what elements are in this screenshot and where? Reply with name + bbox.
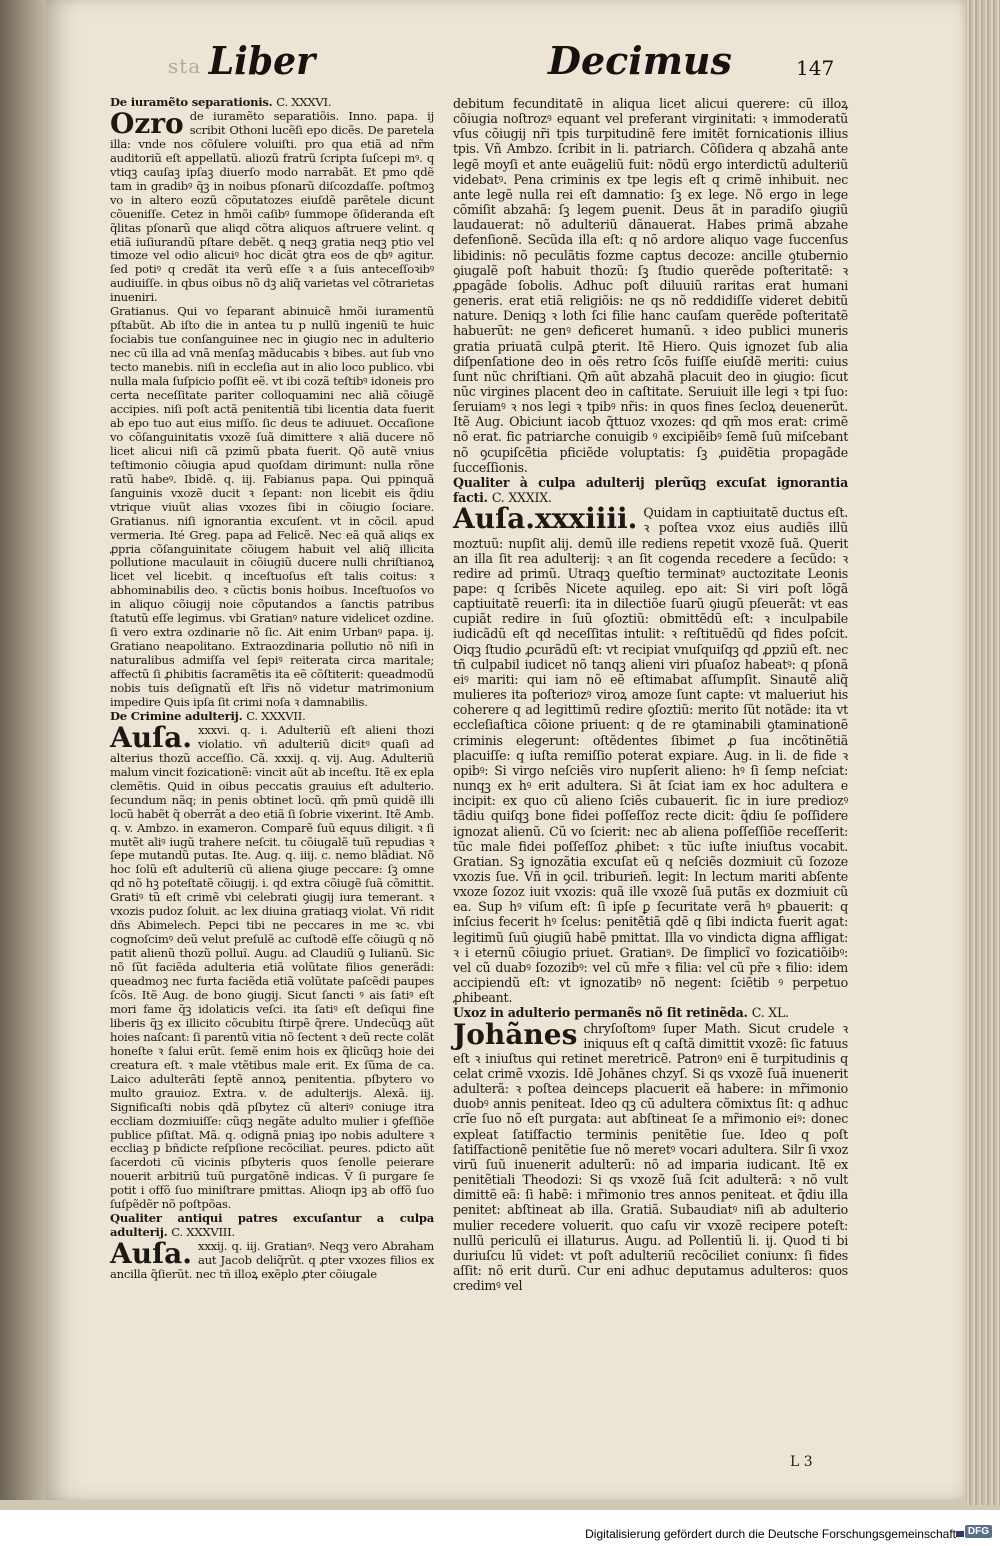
decorated-initial: Johãnes: [453, 1017, 578, 1051]
section-heading-number: C. XXXVIII.: [171, 1225, 235, 1240]
text-column-right: [453, 96, 848, 1293]
section-heading-title: Qualiter antiqui patres excuſantur a culpa adulterij.: [110, 1211, 434, 1240]
signature-mark: L 3: [790, 1454, 813, 1470]
section-heading-title: De iuramẽto separationis.: [110, 95, 273, 109]
section-heading-title: Uxoz in adulterio permanẽs nõ ſit retinẽda.: [453, 1005, 748, 1021]
text-paragraph: [453, 502, 848, 1006]
text-paragraph: [453, 96, 848, 475]
section-heading: [453, 1005, 848, 1020]
section-heading-title: De Crimine adulterij.: [110, 708, 243, 723]
paragraph-text: chryſoſtomꝰ ſuper Math. Sicut crudele ꝛ iniquus eſt q caſtã dimittit vxozẽ: ſic fatuus eſt ꝛ iniuſtus qui retinet meretricẽ. Patronꝰ eni ẽ turpitudinis q celat crimẽ vxozis. Idẽ Johãnes chzyſ. Si qs vxozẽ ſuã inuenerit adulterã: ꝛ poſtea deinceps placuerit eã habere: in mr̃imonio duobꝰ annis peniteat. Ideo qꝫ cũ adultera cõmixtus ſit: q adhuc crĩe ſuo nõ eſt purgata: aut abſtineat ſe a mr̃imonio eiꝰ: donec expleat ſatiſfactio terminis penitẽtie ſue. Ideo q poſt ſatiſfactionẽ penitẽtie ſue nõ meretꝰ vocari adultera. Silr ſi vxoz virũ ſuũ inuenerit adulterũ: nõ ad imparia iudicant. Itẽ ex penitẽtiali Theodozi: Si qs vxozẽ ſuã ſcit adulterã: ꝛ nõ vult dimittẽ eã: ſi habẽ: i mr̃imonio tres annos peniteat. et q̃diu illa penitet: abſtineat ab illa. Gratiã. Subaudiatꝰ niſi ab adulterio mulier recedere voluerit. quo caſu vir vxozẽ recipere poteſt: nullũ periculũ ei illaturus. Augu. ad Pollentiũ li. ij. Quod ti bi duriuſcu lũ videt: vt poſt adulteriũ recõciliet coniunx: ſi fides aſſit: nõ erit durũ. Cur eni adhuc deputamus adulteros: quos credimꝰ vel: [453, 1020, 848, 1294]
paragraph-text: de iuramẽto separatiõis. Inno. papa. ij scribit Othoni lucẽſi epo dicẽs. De paretela illa: vnde nos cõſulere voluiſti. pro qua etiã ad nr̃m auditoriũ eſt appellatũ. aliozũ fratrũ ſcripta ſuſcepi mꝰ. q vtiqꝫ cauſaꝫ ipſaꝫ diuerſo modo narrabãt. Et pmo qdẽ tam in gradibꝰ q̃ꝫ in noibus pſonarũ diſcozdaſſe. poſtmoꝫ vo in altero eozũ cõputatozes eiuſdẽ parẽtele dicunt cõueniſſe. Cetez in hmõi caſibꝰ ſummope õſideranda eſt q̃litas pſonarũ que aliqd cõtra aliquos aſtruere velint. q etiã iuſiurandũ pſtare debẽt. ꝗ neqꝫ gratia neqꝫ ptio vel timoze vel odio alicuiꝰ hoc dicãt ꝯtra eos de qbꝰ agitur. ſed potiꝰ q credãt ita verũ eſſe ꝛ a ſuis anteceſſoꝛibꝰ audiuiſſe. in qbus oibus nõ dꝫ aliq̃ varietas vel cõtrarietas inueniri.: [110, 108, 434, 305]
page-number: 147: [796, 56, 835, 80]
footer-separator-icon: [956, 1531, 964, 1537]
running-head-left: Liber: [208, 38, 316, 83]
text-paragraph: [110, 106, 434, 305]
paragraph-text: Quidam in captiuitatẽ ductus eſt. ꝛ poſtea vxoz eius audiẽs illũ moztuũ: nupſit alij. demũ ille rediens repetit vxozẽ ſuã. Querit an illa ſit rea adulterij: ꝛ an ſit cogenda recedere a ſecũdo: ꝛ redire ad primũ. Utraqꝫ queſtio terminatꝰ auctozitate Leonis pape: q ſcribẽs Nicete aquileg. epo ait: Si viri poſt lõgã captiuitatẽ reuerſi: ita in dilectiõe ſuarũ ꝯiugũ pſeuerãt: vt eas cupiãt redire in ſuũ ꝯſoztiũ: obmittẽdũ eſt: ꝛ inculpabile iudicãdũ eſt qd neceſſitas intulit: ꝛ reſtituẽdũ qd fides poſcit. Oiqꝫ ſtudio ꝓcurãdũ eſt: vt recipiat vnuſquiſqꝫ qd ꝓpziũ eſt. nec tñ culpabil iudicet nõ tanqꝫ alieni viri pſuaſoz habeatꝰ: q pſonã eiꝰ mariti: qui iam nõ eẽ eſtimabat aſſumpſit. Sinautẽ aliq̃ mulieres ita poſteriozꝰ viroꝝ amoze ſunt capte: vt malueriut his coherere q ad legittimũ redire ꝯſoztiũ: merito ſũt notãde: ita vt eccleſiaſtica cõione priuent: q de re ꝯtaminabili ꝯtaminationẽ criminis elegerunt: oſtẽdentes ſibimet ꝓ ſua incõtinẽtiã placuiſſe: q iuſta remiſſio poterat expiare. Aug. in li. de fide ꝛ opibꝰ: Si virgo neſciẽs viro nupſerit alieno: hꝰ ſi ſemp neſciat: nunqꝫ ex hꝰ erit adultera. Si ãt ſciat iam ex hoc adultera e incipit: ex quo cũ alieno ſciẽs cubauerit. ſic in iure prediozꝰ tãdiu quiſqꝫ bone fidei poſſeſſoz recte dicit: q̃diu ſe poſſidere ignozat alienũ. Cũ vo ſcierit: nec ab aliena poſſeſſiõe receſſerit: tũc male fidei poſſeſſoz ꝓhibet: ꝛ tũc iuſte iniuſtus vocabit. Gratian. Sꝫ ignozãtia excuſat eũ q neſciẽs dozmiuit cũ ſozoze vxozis ſue. Vñ in ꝯcil. triburieñ. legit: In lectum mariti abſente vxoze ſozoz iuit vxozis: quã ille vxozẽ ſuã putãs ex dozmiuit cũ ea. Sup hꝰ viſum eſt: ſi ipſe ꝑ ſecuritate verã hꝰ ꝑbauerit: q inſcius fecerit hꝰ ſcelus: penitẽtiã qdẽ q ſibi indicta fuerit agat: legitimũ ſuũ ꝯiugiũ habẽ pmittat. Illa vo vindicta digna affligat: ꝛ i eternũ cõiugio priuet. Gratianꝰ. De ſimplicĩ vo fozicatiõibꝰ: vel cũ duabꝰ ſozozibꝰ: vel cũ mr̃e ꝛ filia: vel cũ pr̃e ꝛ filio: idem accipiendũ eſt: vt ignozatibꝰ nõ negent: ſciẽtib ꝰ perpetuo ꝓhibeant.: [453, 505, 848, 1006]
paragraph-text: xxxij. q. iij. Gratianꝰ. Neqꝫ vero Abraham aut Jacob deliq̃rũt. q ꝓter vxozes filios ex ancilla q̃ſierũt. nec tñ illoꝝ exẽplo ꝓter cõiugale: [110, 1239, 434, 1282]
section-heading: [110, 710, 434, 724]
section-heading-number: C. XXXVI.: [276, 95, 332, 109]
running-head-right: Decimus: [548, 38, 732, 83]
dfg-logo: DFG: [965, 1525, 992, 1538]
section-heading-number: C. XXXIX.: [491, 490, 552, 506]
section-heading-number: C. XL.: [751, 1005, 789, 1021]
bleed-through-text: sta: [168, 54, 202, 78]
section-heading: [110, 1212, 434, 1240]
section-heading: [453, 475, 848, 505]
text-paragraph: [110, 720, 434, 1212]
paragraph-text: debitum fecunditatẽ in aliqua licet alicui querere: cũ illoꝝ cõiugia noſtrozꝰ equant vel preferant virginitati: ꝛ immoderatũ vſus cõiugij nr̃i tpis turpitudinẽ fere imitẽt fornicationis illius tpis. Vñ Ambzo. ſcribit in li. patriarch. Cõſidera q abzahã ante legẽ moyſi et ante euãgeliũ fuit: nõdũ ergo interdictũ adulteriũ videbatꝰ. Pena criminis ex tpe legis eſt q crimẽ inhibuit. nec ante legẽ nulla rei eſt damnatio: ſꝫ ex lege. Nõ ergo in lege cõmiſit abzahã: ſꝫ legem ꝑuenit. Deus ãt in paradiſo ꝯiugiũ laudauerat: nõ adulteriũ dãnauerat. Habes primã abzahe defenſionẽ. Secũda illa eſt: q nõ ardore aliquo vage ſuccenſus libidinis: nõ peculãtis fozme captus decoze: ancille ꝯtubernio ꝯiugalẽ poſt habuit thozũ: ſꝫ ſtudio querẽde poſteritatẽ: ꝛ ꝓpagãde ſobolis. Adhuc poſt diluuiũ raritas erat humani generis. erat etiã religiõis: ne qs nõ reddidiſſe videret debitũ nature. Deniqꝫ ꝛ loth ſci filie hanc cauſam querẽde poſteritatẽ habuerũt: ne genꝰ deficeret humanũ. ꝛ ideo publici muneris gratia priuatã culpã ꝑterit. Itẽ Hiero. Quis ignozet ſub alia diſpenſatione deo in oẽs retro ſcõs fuiſſe eiuſdẽ meriti: cuius ſunt nũc chriſtiani. Qm̃ aũt abzahã placuit deo in ꝯiugio: ſicut nũc virgines placent deo in caſtitate. Seruiuit ille legi ꝛ tpi ſuo: ſeruiamꝰ ꝛ nos legi ꝛ tpibꝰ nr̃is: in quos fines ſecloꝝ deuenerũt. Itẽ Aug. Obiciunt iacob q̃ttuoz vxozes: qd qm̃ mos erat: crimẽ nõ erat. fic patriarche conuigib ꝰ excipiẽibꝰ ſemẽ ſuũ miſcebant nõ ꝯcupiſcẽtia pficiẽde voluptatis: ſꝫ ꝓuidẽtia propagãde ſucceſſionis.: [453, 96, 848, 475]
decorated-initial: Auſa.: [110, 720, 193, 754]
decorated-initial: Auſa.xxxiiii.: [453, 502, 638, 536]
decorated-initial: Ozro: [110, 106, 184, 140]
text-column-left: [110, 96, 434, 1282]
section-heading-number: C. XXXVII.: [246, 708, 306, 723]
paragraph-text: xxxvi. q. i. Adulteriũ eſt alieni thozi violatio. vñ adulteriũ dicitꝰ quaſi ad alterius thozũ acceſſio. Cã. xxxij. q. vij. Aug. Adulteriũ malum vincit fozicationẽ: vincit aũt ab inceſtu. Itẽ ex epla clemẽtis. Quid in oibus peccatis grauius eſt adulterio. ſecundum nãq; in penis obtinet locũ. qm̃ pmũ quidẽ illi locũ habẽt q̃ oberrãt a deo etiã ſi ſobrie vixerint. Itẽ Amb. q. v. Ambzo. in exameron. Comparẽ ſuũ equus diligit. ꝛ ſi mutẽt aliꝰ iugũ trahere neſcit. tu cõiugalẽ tuũ repudias ꝛ ſepe mutandũ putas. Ite. Aug. q. iiij. c. nemo blãdiat. Nõ hoc ſolũ eſt adulteriũ cũ aliena ꝯiuge peccare: ſꝫ omne qd nõ hꝫ poteſtatẽ cõiugij. i. qd extra cõiugẽ ſuã cõmittit. Gratiꝰ tũ eſt crimẽ vbi celebrati ꝯiugij iura temerant. ꝛ vxozis pudoz ſoluit. ac lex diuina gratiaqꝫ violat. Vñ ridit dñs Abimelech. Pepci tibi ne peccares in me ꝛc. vbi cognoſcimꝰ deũ velut preſulẽ ac cuſtodẽ eſſe cõiugũ q nõ patit alienũ thozũ polluĩ. Augu. ad Claudiũ ꝯ Iulianũ. Sic nõ ſũt faciẽda adulteria etiã volũtate filios generãdi: queadmoꝫ nec furta faciẽda etiã volũtate paſcẽdi paupes ſcõs. Itẽ Aug. de bono ꝯiugij. Sicut ſancti ꝰ ais ſatiꝰ eſt mori fame q̃ꝫ idolaticis veſci. ita ſatiꝰ eſt deſiqui fine liberis q̃ꝫ ex illicito cõcubitu ſtirpẽ q̃rere. Undecũqꝫ aũt hoies naſcant: ſi parentũ vitia nõ ſectent ꝛ deũ recte colãt honeſte ꝛ ſalui erũt. ſemẽ enim hois ex q̃licũqꝫ hoie dei creatura eſt. ꝛ male vtẽtibus male erit. Ex ſũma de ca. Laico adulterãti ſeptẽ annoꝝ penitentia. pſbytero vo multo grauioz. Extra. v. de adulterijs. Alexã. iij. Significaſti nobis qdã pſbytez cũ alteriꝰ coniuge itra eccliam dozmiuiſſe: cũqꝫ negãte adulto mulier i ꝯfeſſiõe publice pſiſtat. Mã. q. odignã pniaꝫ ipo nobis adultere ꝛ eccliaꝫ p bñdicte reſpſione recõciliat. peures. pdicto aũt ſacerdoti cũ vicinis pſbyteris quos ſenolle peierare nouerit arbitriũ tuũ purgatõnẽ indicas. Ṽ ſi purgare ſe potit i offõ ſuo miniſtrare pmittas. Alioqn ipꝫ ab offõ ſuo ſuſpẽdẽr nõ poſtpõas.: [110, 722, 434, 1212]
page-edges: [966, 0, 1000, 1505]
section-heading-title: Qualiter à culpa adulterij plerũqꝫ excuſat ignorantia facti.: [453, 474, 848, 506]
paragraph-text: Gratianus. Qui vo ſeparant abinuicẽ hmõi iuramentũ pſtabũt. Ab iſto die in antea tu p nullũ ingeniũ te huic ſociabis tue conſanguinee nec in ꝯiugio nec in adulterio nec cũ illa ad vnã menſaꝫ mãducabis ꝛ bibes. aut ſub vno tecto manebis. niſi in eccleſia aut in alio loco publico. vbi nulla mala ſuſpicio poſſit eẽ. vt ibi cozã teſtibꝰ idoneis pro certa neceſſitate pariter colloquamini nec aliã cõiugẽ accipies. niſi poſt actã penitentiã tibi licentia data fuerit ab epo tuo aut eius miſſo. ſic deus te adiuuet. Occaſione vo cõſanguinitatis vxozẽ ſuã dimittere ꝛ aliã ducere nõ licet alicui niſi cã pzimũ pbata fuerit. Qõ autẽ vnius teſtimonio cõiugia apud quoſdam dirimunt: nulla rõne ratũ habeꝰ. Ibidẽ. q. iij. Fabianus papa. Qui ppinquã ſanguinis vxozẽ ducit ꝛ ſepant: non licebit eis q̃diu vtrique viuũt alias vxozes ſibi in cõiugio ſociare. Gratianus. niſi ignorantia excuſent. vt in cõcil. apud vermeria. Ité Greg. papa ad Felicẽ. Nec eã quã aliqs ex ꝓpria cõſanguinitate cõiugem habuit vel aliq̃ illicita pollutione maculauit in cõiugiũ ducere nulli chriſtianoꝝ licet vel licebit. q inceſtuoſus eſt talis coitus: ꝛ abhominabilis deo. ꝛ cũctis bonis hoibus. Inceſtuoſos vo in aliquo cõiugij noie cõputandos a ſanctis patribus ſtatutũ eſſe legimus. vbi Gratianꝰ nature videlicet ozdine. ſi vero extra ozdinarie nõ ſic. Ait enim Urbanꝰ papa. ij. Gratiano neapolitano. Extraozdinaria pollutio nõ niſi in naturalibus admiſſa vel ſepiꝰ reiterata circa maritale; affectũ ſi ꝓhibitis ſacramẽtis ita eẽ cõſtiterit: queadmodũ nobis tuis deſignatũ eſt lr̃is nõ videtur matrimonium impedire Quis ipſa ſit crimi noſa ꝛ damnabilis.: [110, 304, 434, 709]
text-paragraph: [453, 1017, 848, 1294]
section-heading: [110, 96, 434, 110]
decorated-initial: Auſa.: [110, 1237, 193, 1271]
funding-credit: Digitalisierung gefördert durch die Deutsche Forschungsgemeinschaft: [585, 1527, 956, 1541]
text-paragraph: [110, 305, 434, 710]
text-paragraph: [110, 1237, 434, 1282]
